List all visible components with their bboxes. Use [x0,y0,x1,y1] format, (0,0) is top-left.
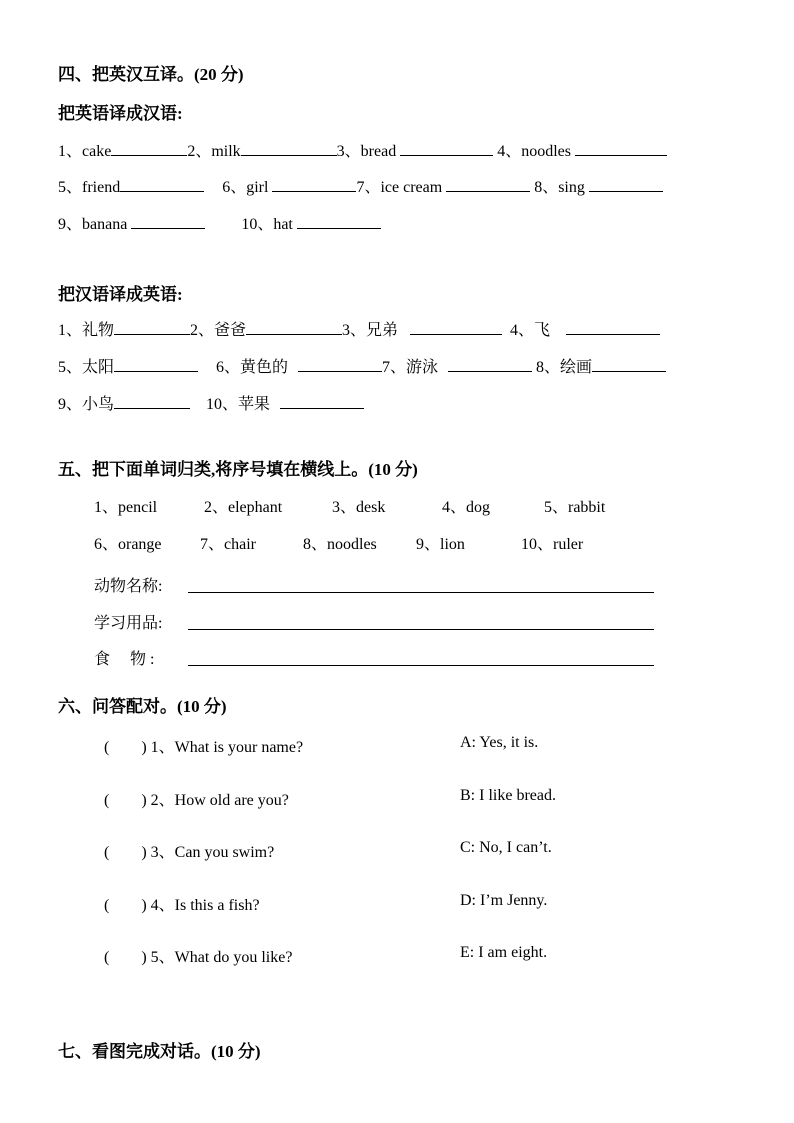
cn-to-en-row-3 [58,391,364,414]
question-text: 3、Can you swim? [150,844,275,861]
answer-blank[interactable] [566,319,660,335]
vocab-item: 8、sing [534,179,585,196]
question-row [104,734,303,757]
question-row [104,944,292,967]
answer-blank[interactable] [272,176,356,192]
vocab-item: 3、兄弟 [342,322,399,339]
category-stationery-line[interactable] [188,629,654,630]
cn-to-en-row-2 [58,354,666,377]
word-8: 8、noodles [303,536,377,553]
answer-bracket[interactable]: ( ) [104,949,147,966]
answer-blank[interactable] [120,176,204,192]
answer-blank[interactable] [575,140,667,156]
answer-blank[interactable] [114,356,198,372]
answer-option: D: I’m Jenny. [460,892,548,909]
answer-blank[interactable] [111,140,187,156]
vocab-item: 9、小鸟 [58,396,115,413]
word-9: 9、lion [416,536,465,553]
question-text: 4、Is this a fish? [150,897,260,914]
cn-to-en-heading: 把汉语译成英语: [58,285,183,304]
question-row [104,892,260,915]
answer-blank[interactable] [298,356,382,372]
answer-blank[interactable] [410,319,502,335]
section-5-title: 五、把下面单词归类,将序号填在横线上。(10 分) [58,460,418,479]
vocab-item: 5、friend [58,179,121,196]
word-10: 10、ruler [521,536,584,553]
answer-blank[interactable] [400,140,493,156]
category-food-label: 食 物 : [94,651,155,668]
section-6-title: 六、问答配对。(10 分) [58,697,227,716]
answer-option: E: I am eight. [460,944,548,961]
answer-bracket[interactable]: ( ) [104,792,147,809]
answer-option: C: No, I can’t. [460,839,552,856]
word-5: 5、rabbit [544,499,606,516]
answer-blank[interactable] [131,213,205,229]
word-2: 2、elephant [204,499,283,516]
vocab-item: 9、banana [58,216,128,233]
en-to-cn-row-1 [58,138,667,161]
vocab-item: 6、黄色的 [216,359,289,376]
question-row [104,787,289,810]
en-to-cn-heading: 把英语译成汉语: [58,104,183,123]
question-text: 5、What do you like? [150,949,293,966]
answer-blank[interactable] [446,176,530,192]
category-animals-label: 动物名称: [94,578,163,595]
answer-blank[interactable] [114,393,190,409]
vocab-item: 10、苹果 [206,396,271,413]
answer-bracket[interactable]: ( ) [104,897,147,914]
answer-blank[interactable] [241,140,337,156]
en-to-cn-row-3 [58,211,381,234]
answer-bracket[interactable]: ( ) [104,739,147,756]
vocab-item: 7、ice cream [356,179,443,196]
vocab-item: 2、爸爸 [190,322,247,339]
vocab-item: 1、cake [58,143,112,160]
cn-to-en-row-1 [58,317,660,340]
vocab-item: 6、girl [222,179,269,196]
category-stationery-label: 学习用品: [94,615,163,632]
answer-blank[interactable] [297,213,381,229]
word-6: 6、orange [94,536,162,553]
word-3: 3、desk [332,499,386,516]
vocab-item: 4、noodles [497,143,571,160]
question-text: 1、What is your name? [150,739,304,756]
answer-blank[interactable] [280,393,364,409]
en-to-cn-row-2 [58,174,663,197]
answer-bracket[interactable]: ( ) [104,844,147,861]
category-animals-line[interactable] [188,592,654,593]
answer-blank[interactable] [592,356,666,372]
vocab-item: 3、bread [336,143,397,160]
vocab-item: 1、礼物 [58,322,115,339]
word-4: 4、dog [442,499,491,516]
vocab-item: 5、太阳 [58,359,115,376]
answer-option: A: Yes, it is. [460,734,539,751]
answer-blank[interactable] [114,319,190,335]
vocab-item: 10、hat [241,216,293,233]
answer-blank[interactable] [589,176,663,192]
vocab-item: 2、milk [187,143,241,160]
section-7-title: 七、看图完成对话。(10 分) [58,1042,261,1061]
vocab-item: 7、游泳 [382,359,439,376]
word-7: 7、chair [200,536,256,553]
word-1: 1、pencil [94,499,158,516]
question-row [104,839,274,862]
answer-blank[interactable] [246,319,342,335]
section-4-title: 四、把英汉互译。(20 分) [58,65,244,84]
answer-blank[interactable] [448,356,532,372]
category-food-line[interactable] [188,665,654,666]
vocab-item: 4、飞 [510,322,551,339]
vocab-item: 8、绘画 [536,359,593,376]
question-text: 2、How old are you? [150,792,289,809]
answer-option: B: I like bread. [460,787,556,804]
